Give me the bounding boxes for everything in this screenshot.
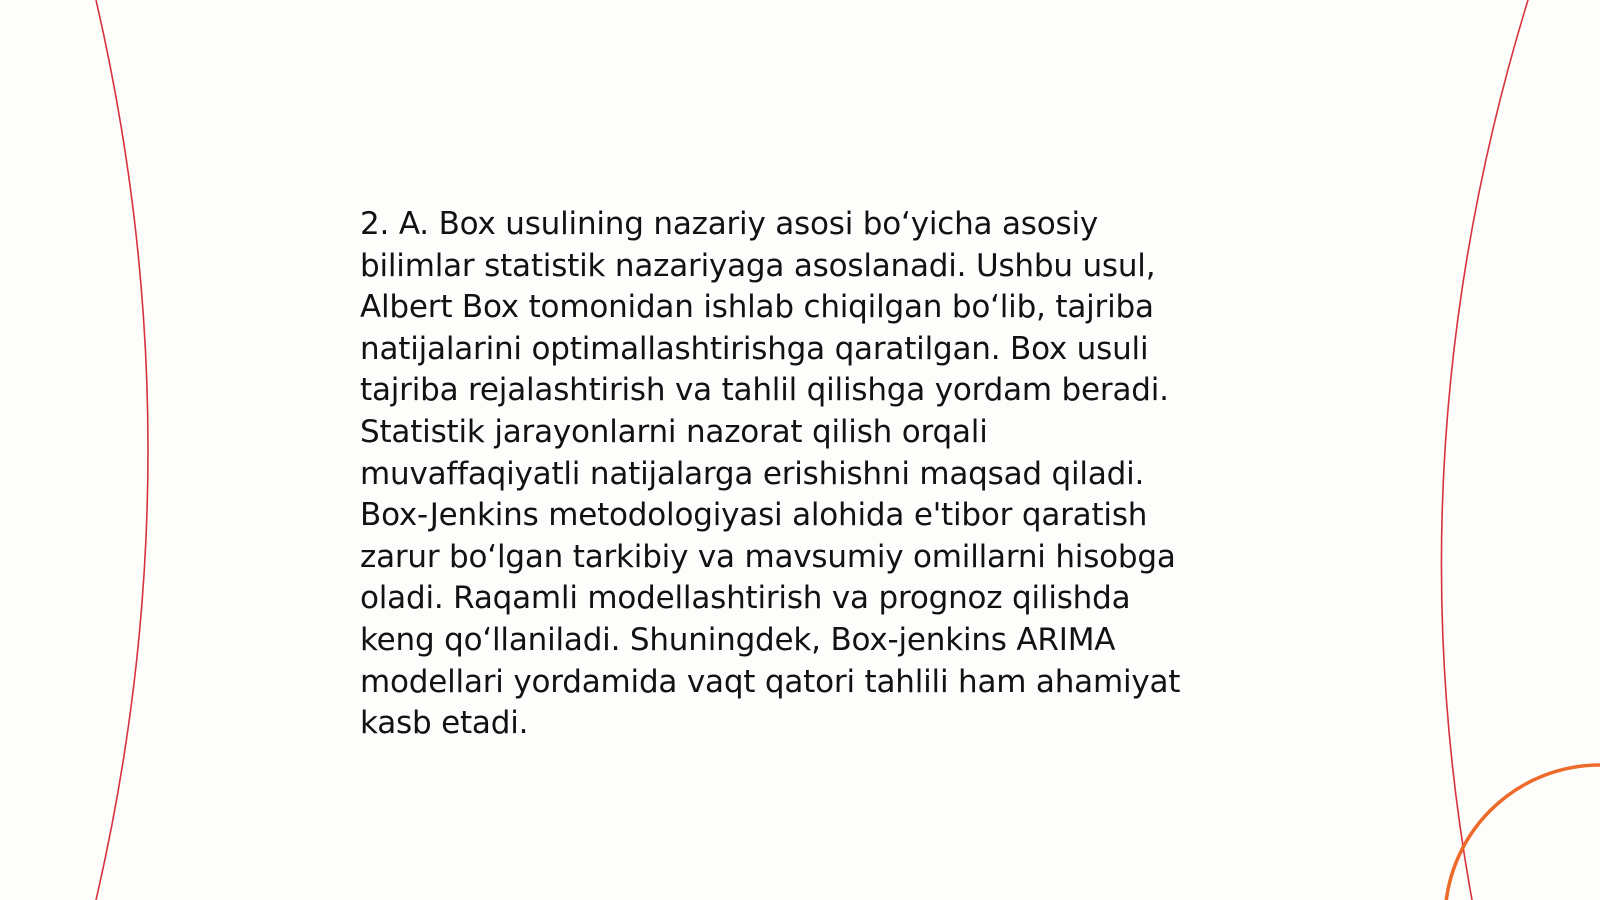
- paragraph-line: natijalarini optimallashtirishga qaratilgan. Box usuli: [360, 330, 1149, 367]
- paragraph-line: Albert Box tomonidan ishlab chiqilgan bo‘lib, tajriba: [360, 289, 1154, 326]
- paragraph-line: Statistik jarayonlarni nazorat qilish orqali: [360, 413, 988, 450]
- paragraph-line: kasb etadi.: [360, 705, 529, 742]
- body-paragraph: [360, 204, 1240, 745]
- right-curve-line: [1441, 0, 1528, 900]
- paragraph-line: tajriba rejalashtirish va tahlil qilishga yordam beradi.: [360, 372, 1169, 409]
- paragraph-line: zarur bo‘lgan tarkibiy va mavsumiy omillarni hisobga: [360, 538, 1176, 575]
- left-curve-line: [96, 0, 148, 900]
- paragraph-line: bilimlar statistik nazariyaga asoslanadi. Ushbu usul,: [360, 247, 1156, 284]
- paragraph-line: Box-Jenkins metodologiyasi alohida e'tibor qaratish: [360, 497, 1148, 534]
- paragraph-line: modellari yordamida vaqt qatori tahlili ham ahamiyat: [360, 663, 1181, 700]
- paragraph-line: muvaffaqiyatli natijalarga erishishni maqsad qiladi.: [360, 455, 1145, 492]
- paragraph-line: oladi. Raqamli modellashtirish va prognoz qilishda: [360, 580, 1131, 617]
- paragraph-line: 2. A. Box usulining nazariy asosi bo‘yicha asosiy: [360, 206, 1099, 242]
- paragraph-line: keng qo‘llaniladi. Shuningdek, Box-jenkins ARIMA: [360, 621, 1116, 658]
